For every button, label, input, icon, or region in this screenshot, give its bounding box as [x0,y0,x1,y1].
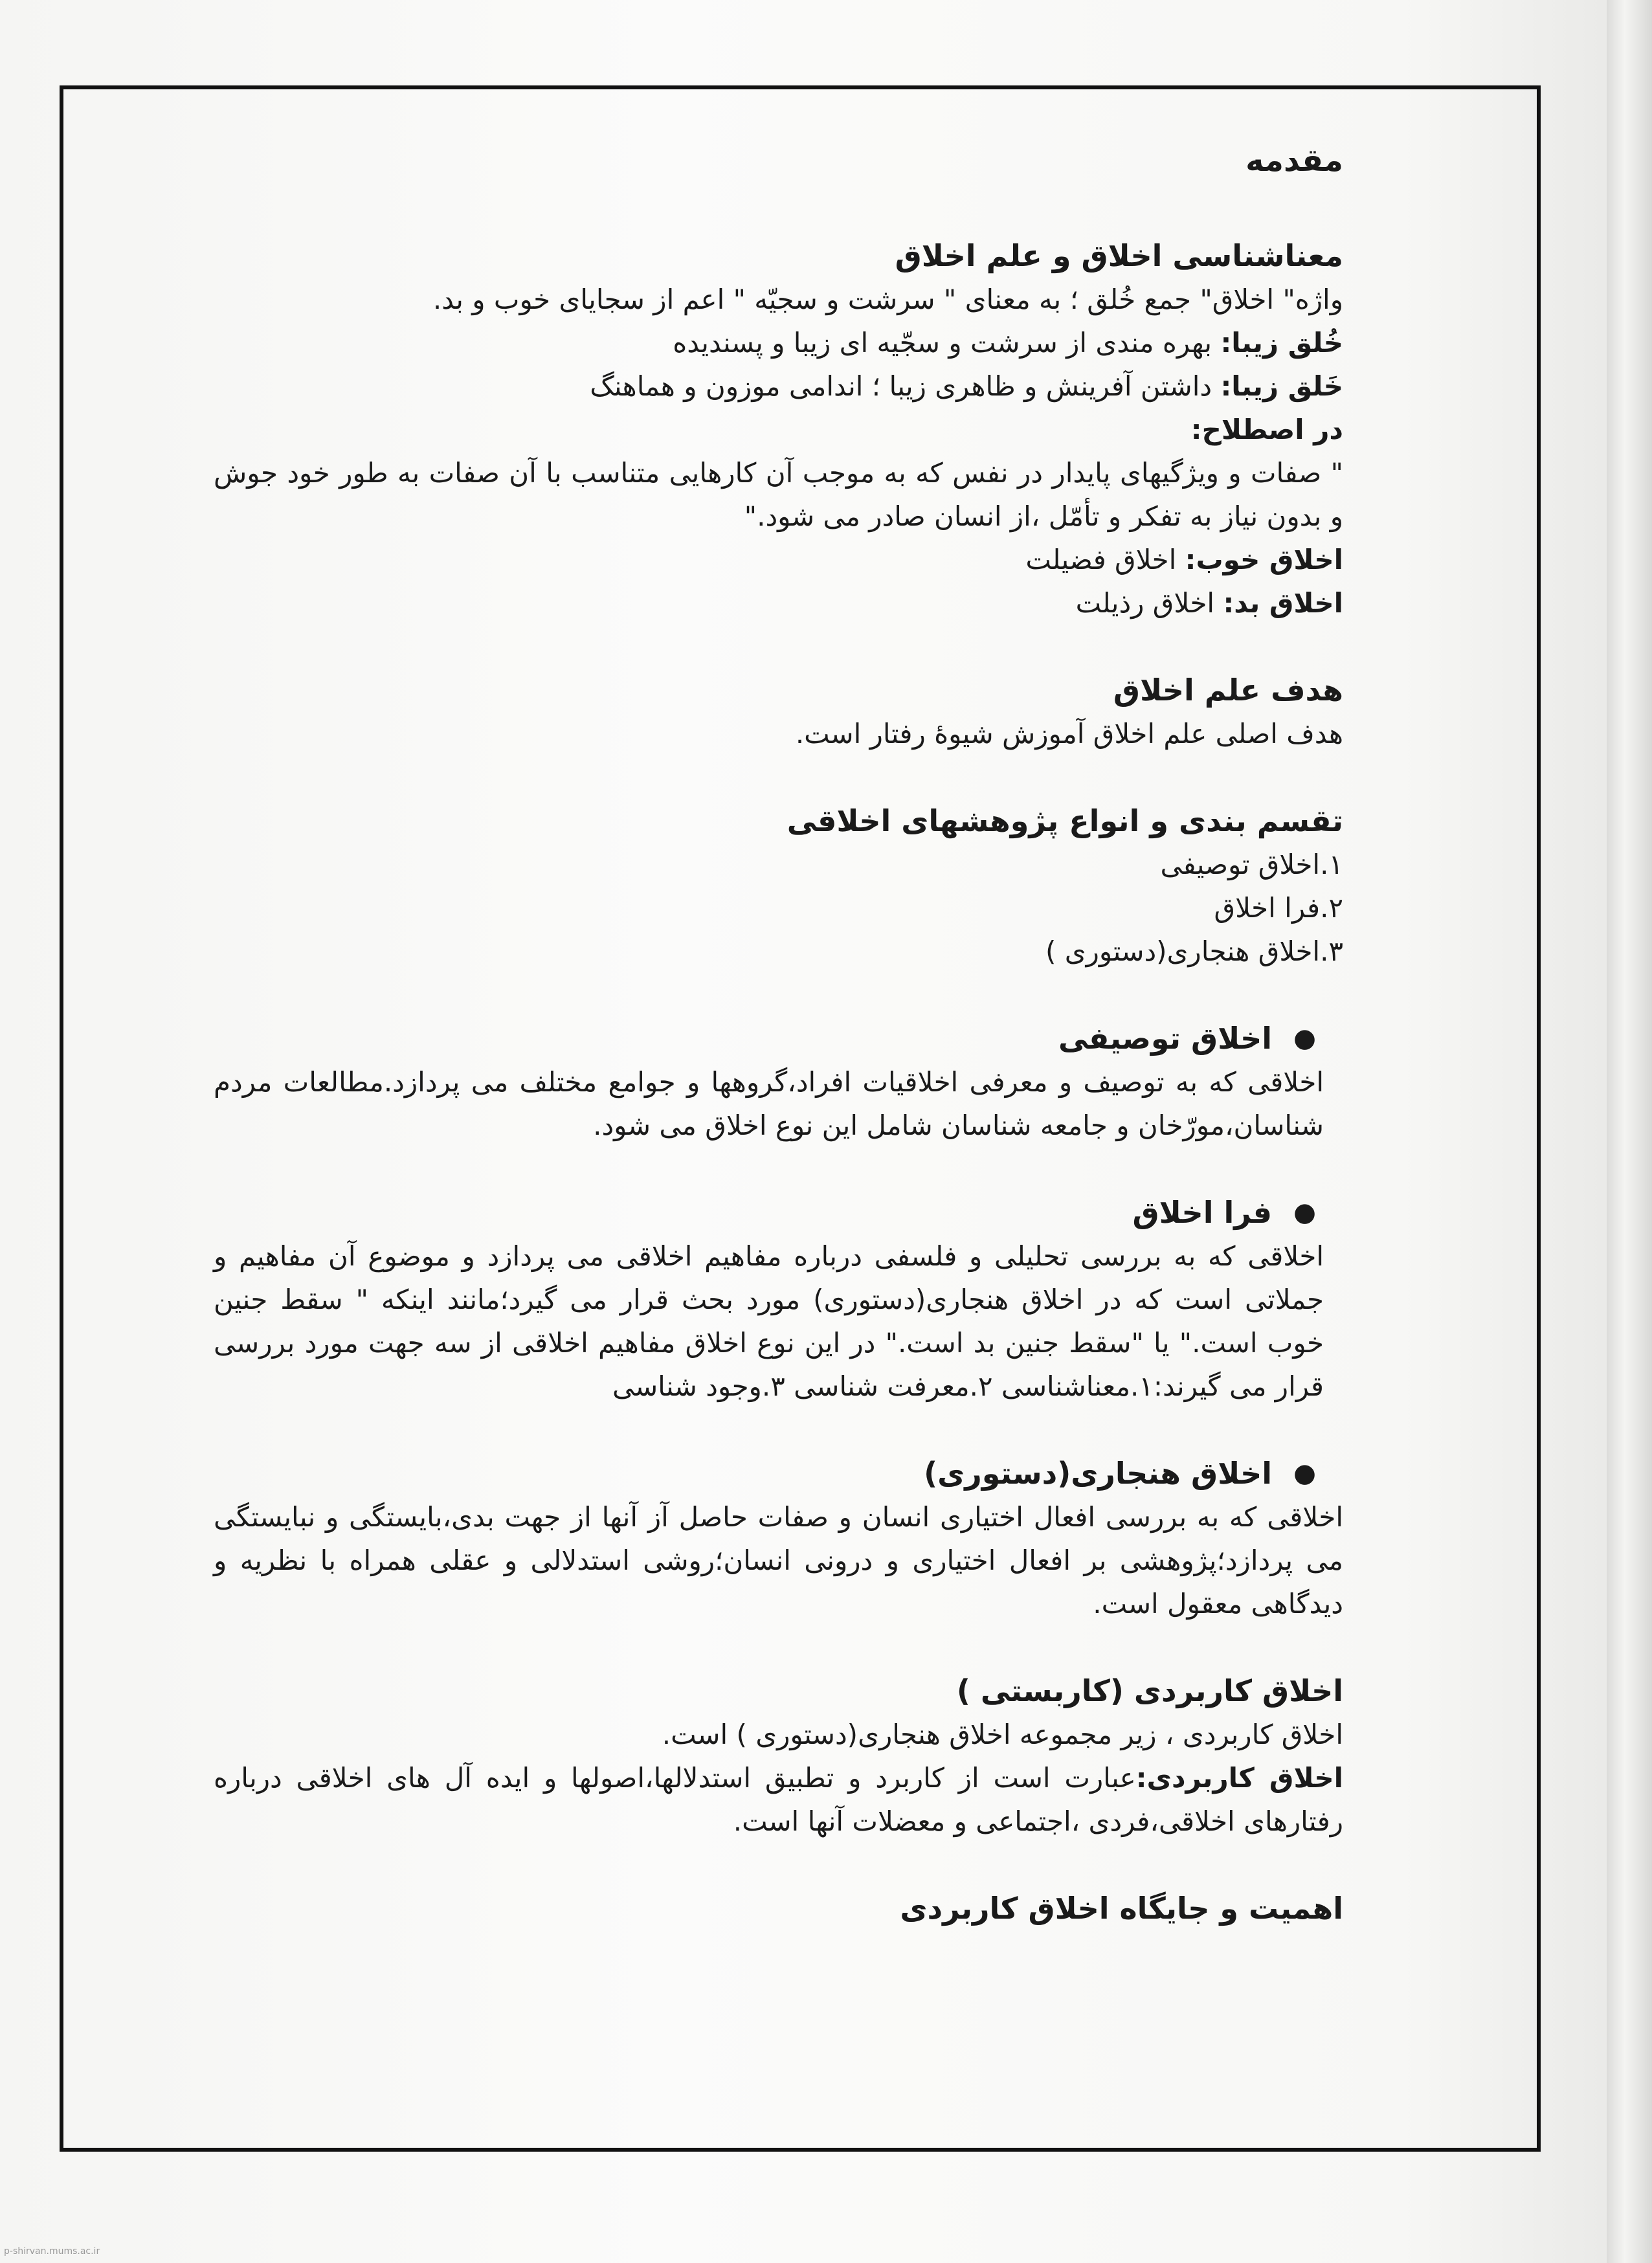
bullet-icon: ● [1293,1458,1316,1488]
bullet-icon: ● [1293,1023,1316,1053]
definition-label: اخلاق خوب: [1185,544,1343,575]
page-edge-shadow [1607,0,1652,2263]
document-title: مقدمه [1245,142,1343,179]
definition-text: داشتن آفرینش و ظاهری زیبا ؛ اندامی موزون و هماهنگ [590,370,1221,402]
section-heading-importance: اهمیت و جایگاه اخلاق کاربردی [900,1891,1343,1926]
definition-label: خُلق زیبا: [1220,327,1343,359]
section-heading-semantics: معناشناسی اخلاق و علم اخلاق [895,238,1343,273]
bullet-heading [214,1191,1343,1234]
paragraph-line: اخلاق کاربردی ، زیر مجموعه اخلاق هنجاری(دستوری ) است. [662,1719,1343,1750]
definition-line [214,321,1343,364]
bullet-heading [214,1017,1343,1060]
list-item: ۲.فرا اخلاق [1214,892,1343,924]
section-heading-classification: تقسم بندی و انواع پژوهشهای اخلاقی [787,803,1343,838]
section-heading-goal: هدف علم اخلاق [1113,673,1343,708]
bullet-heading [214,1452,1343,1495]
definition-text: اخلاق فضیلت [1025,544,1185,575]
definition-text: اخلاق رذیلت [1075,587,1223,619]
definition-label: اخلاق کاربردی: [1135,1762,1343,1794]
bullet-paragraph: اخلاقی که به بررسی افعال اختیاری انسان و صفات حاصل آز آنها از جهت بدی،بایستگی و نبایستگی می پردازد؛پژوهشی بر افعال اختیاری و درونی انسان؛روشی استدلالی و عقلی همراه با نظریه و دیدگاهی معقول است. [214,1501,1343,1620]
footer-credit: p-shirvan.mums.ac.ir [4,2246,100,2257]
document-body [214,139,1343,1930]
paragraph-line: واژه" اخلاق" جمع خُلق ؛ به معنای " سرشت و سجیّه " اعم از سجایای خوب و بد. [432,284,1343,315]
definition-line [214,581,1343,625]
definition-line [214,1756,1343,1843]
definition-line [214,538,1343,581]
bullet-heading-text: اخلاق هنجاری(دستوری) [924,1456,1272,1491]
bullet-paragraph: اخلاقی که به بررسی تحلیلی و فلسفی درباره مفاهیم اخلاقی می پردازد و موضوع آن مفاهیم و جملاتی است که در اخلاق هنجاری(دستوری) مورد بحث قرار می گیرد؛مانند اینکه " سقط جنین خوب است." یا "سقط جنین بد است." در این نوع اخلاق مفاهیم اخلاقی از سه جهت مورد بررسی قرار می گیرند:۱.معناشناسی ۲.معرفت شناسی ۳.وجود شناسی [214,1240,1324,1402]
bullet-heading-text: اخلاق توصیفی [1058,1021,1272,1056]
section-heading-applied: اخلاق کاربردی (کاربستی ) [956,1673,1343,1708]
list-item: ۳.اخلاق هنجاری(دستوری ) [1045,935,1343,967]
paragraph-line: هدف اصلی علم اخلاق آموزش شیوهٔ رفتار است. [795,718,1343,750]
definition-label: خَلق زیبا: [1220,370,1343,402]
quoted-definition: " صفات و ویژگیهای پایدار در نفس که به موجب آن کارهایی متناسب با آن صفات به طور خود جوش و بدون نیاز به تفکر و تأمّل ،از انسان صادر می شود." [214,457,1343,532]
definition-text: بهره مندی از سرشت و سجّیه ای زیبا و پسندیده [673,327,1221,359]
definition-line [214,364,1343,408]
definition-text: عبارت است از کاربرد و تطبیق استدلالها،اصولها و ایده آل های اخلاقی درباره رفتارهای اخلاقی،فردی ،اجتماعی و معضلات آنها است. [214,1762,1343,1837]
list-item: ۱.اخلاق توصیفی [1160,849,1343,880]
definition-label: در اصطلاح: [1190,414,1343,445]
definition-label: اخلاق بد: [1223,587,1343,619]
bullet-heading-text: فرا اخلاق [1132,1195,1272,1230]
bullet-icon: ● [1293,1198,1316,1227]
definition-line [214,408,1343,451]
bullet-paragraph: اخلاقی که به توصیف و معرفی اخلاقیات افراد،گروهها و جوامع مختلف می پردازد.مطالعات مردم شناسان،مورّخان و جامعه شناسان شامل این نوع اخلاق می شود. [214,1066,1324,1141]
